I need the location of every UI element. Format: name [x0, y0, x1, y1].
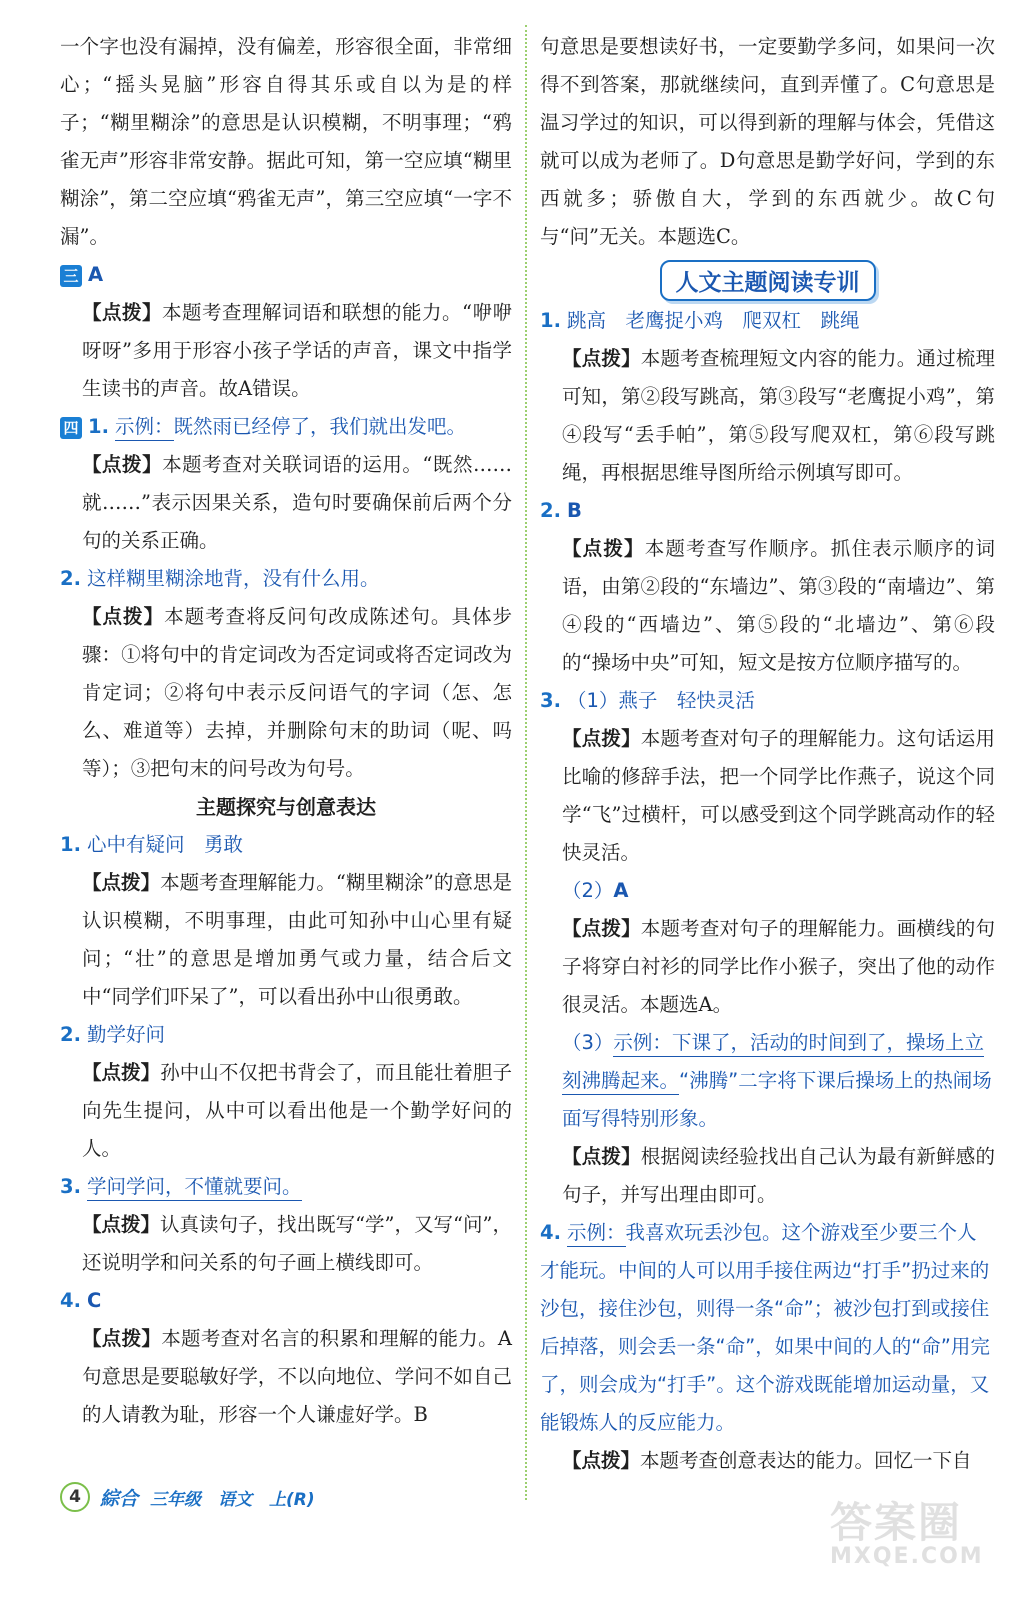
section-3-badge: 三 [60, 265, 82, 287]
tip-text: 根据阅读经验找出自己认为最有新鲜感的句子，并写出理由即可。 [562, 1145, 995, 1206]
tip-text: 本题考查对句子的理解能力。画横线的句子将穿白衬衫的同学比作小猴子，突出了他的动作很灵活。本题选A。 [562, 917, 995, 1016]
reading-section-title: 人文主题阅读专训 [660, 260, 876, 301]
tip-text: 孙中山不仅把书背会了，而且能壮着胆子向先生提问，从中可以看出他是一个勤学好问的人。 [82, 1061, 512, 1160]
left-column [60, 28, 512, 1434]
answer-text: “沸腾”二字将下课后操场上的热闹场面写得特别形象。 [562, 1069, 992, 1130]
question-number: 1. [540, 309, 561, 332]
tip-label: 【点拨】 [82, 453, 163, 476]
reading-q3-3-answer [540, 1024, 995, 1138]
tip-label: 【点拨】 [562, 727, 641, 750]
question-number: 2. [60, 1023, 81, 1046]
section-4-q1-tip [60, 446, 512, 560]
question-number: 4. [540, 1221, 561, 1244]
right-intro-paragraph: 句意思是要想读好书，一定要勤学多问，如果问一次得不到答案，那就继续问，直到弄懂了。C句意思是温习学过的知识，可以得到新的理解与体会，凭借这就可以成为老师了。D句意思是勤学好问，学到的东西就多；骄傲自大，学到的东西就少。故C句与“问”无关。本题选C。 [540, 35, 995, 248]
section-3-tip [60, 294, 512, 408]
tip-label: 【点拨】 [82, 1213, 161, 1236]
tip-label: 【点拨】 [562, 1145, 641, 1168]
tip-text: 本题考查将反问句改成陈述句。具体步骤：①将句中的肯定词改为否定词或将否定词改为肯定词；②将句中表示反问语气的字词（怎、怎么、难道等）去掉，并删除句末的助词（呢、吗等）；③把句末的问号改为句号。 [82, 605, 512, 780]
theme-q3-tip [60, 1206, 512, 1282]
brand-logo: 綜合 [100, 1487, 139, 1510]
sub-label: （2） [562, 879, 614, 902]
question-number: 3. [60, 1175, 81, 1198]
answer-text: B [566, 499, 582, 522]
answer-text: 学问学问，不懂就要问。 [87, 1175, 302, 1201]
question-number: 4. [60, 1289, 81, 1312]
theme-q1-answer [60, 826, 512, 864]
section-4-q2-tip [60, 598, 512, 788]
question-number: 1. [88, 415, 109, 438]
tip-text: 认真读句子，找出既写“学”，又写“问”，还说明学和问关系的句子画上横线即可。 [82, 1213, 512, 1274]
question-number: 3. [540, 689, 561, 712]
theme-q4-answer [60, 1282, 512, 1320]
reading-q2-answer [540, 492, 995, 530]
tip-text: 本题考查梳理短文内容的能力。通过梳理可知，第②段写跳高，第③段写“老鹰捉小鸡”，第④段写“丢手帕”，第⑤段写爬双杠，第⑥段写跳绳，再根据思维导图所给示例填写即可。 [562, 347, 995, 484]
column-divider [525, 25, 527, 1500]
theme-q1-tip [60, 864, 512, 1016]
tip-text: 本题考查对关联词语的运用。“既然……就……”表示因果关系，造句时要确保前后两个分句的关系正确。 [82, 453, 512, 552]
question-number: 2. [60, 567, 81, 590]
reading-q4-tip [540, 1442, 995, 1480]
page-footer [60, 1482, 315, 1512]
sub-label: （3） [562, 1031, 614, 1054]
example-label: 示例： [613, 1031, 672, 1057]
reading-q4-answer [540, 1214, 995, 1442]
example-label: 示例： [567, 1221, 626, 1247]
theme-q2-tip [60, 1054, 512, 1168]
underlined-sentence: 下课了，活动的时间到了，操场上立刻沸腾起来。 [562, 1031, 984, 1095]
tip-text: 本题考查对名言的积累和理解的能力。A句意思是要聪敏好学，不以向地位、学问不如自己的人请教为耻，形容一个人谦虚好学。B [82, 1327, 512, 1426]
tip-label: 【点拨】 [562, 1449, 641, 1472]
tip-label: 【点拨】 [562, 347, 641, 370]
tip-text: 本题考查理解词语和联想的能力。“咿咿呀呀”多用于形容小孩子学话的声音，课文中指学生读书的声音。故A错误。 [82, 301, 512, 400]
reading-q3-1-tip [540, 720, 995, 872]
section-4-q2-answer [60, 560, 512, 598]
tip-text: 本题考查理解能力。“糊里糊涂”的意思是认识模糊，不明事理，由此可知孙中山心里有疑问；“壮”的意思是增加勇气或力量，结合后文中“同学们吓呆了”，可以看出孙中山很勇敢。 [82, 871, 512, 1008]
theme-q4-tip [60, 1320, 512, 1434]
tip-label: 【点拨】 [82, 871, 161, 894]
tip-label: 【点拨】 [82, 301, 163, 324]
right-column [540, 28, 995, 1480]
answer-text: C [86, 1289, 102, 1312]
reading-section-header [540, 256, 995, 302]
answer-text: 这样糊里糊涂地背，没有什么用。 [86, 567, 380, 590]
reading-q3-2-answer [540, 872, 995, 910]
section-3-answer-text: A [88, 263, 104, 286]
left-intro-paragraph: 一个字也没有漏掉，没有偏差，形容很全面，非常细心；“摇头晃脑”形容自得其乐或自以为是的样子；“糊里糊涂”的意思是认识模糊，不明事理；“鸦雀无声”形容非常安静。据此可知，第一空应填“糊里糊涂”，第二空应填“鸦雀无声”，第三空应填“一字不漏”。 [60, 35, 512, 248]
reading-q1-answer [540, 302, 995, 340]
reading-q2-tip [540, 530, 995, 682]
answer-text: 心中有疑问 勇敢 [86, 833, 243, 856]
section-3-answer [60, 256, 512, 294]
answer-text: A [613, 879, 629, 902]
tip-text: 本题考查写作顺序。抓住表示顺序的词语，由第②段的“东墙边”、第③段的“南墙边”、第④段的“西墙边”、第⑤段的“北墙边”、第⑥段的“操场中央”可知，短文是按方位顺序描写的。 [562, 537, 995, 674]
tip-text: 本题考查对句子的理解能力。这句话运用比喻的修辞手法，把一个同学比作燕子，说这个同学“飞”过横杆，可以感受到这个同学跳高动作的轻快灵活。 [562, 727, 995, 864]
answer-text: 勤学好问 [86, 1023, 165, 1046]
tip-text: 本题考查创意表达的能力。回忆一下自 [640, 1449, 972, 1472]
tip-label: 【点拨】 [82, 1061, 161, 1084]
answer-text: 我喜欢玩丢沙包。这个游戏至少要三个人才能玩。中间的人可以用手接住两边“打手”扔过来的沙包，接住沙包，则得一条“命”；被沙包打到或接住后掉落，则会丢一条“命”，如果中间的人的“命”用完了，则会成为“打手”。这个游戏既能增加运动量，又能锻炼人的反应能力。 [540, 1221, 990, 1434]
section-4-q1-answer [60, 408, 512, 446]
reading-q1-tip [540, 340, 995, 492]
question-number: 1. [60, 833, 81, 856]
theme-section-title: 主题探究与创意表达 [196, 795, 376, 819]
answer-text: 跳高 老鹰捉小鸡 爬双杠 跳绳 [566, 309, 860, 332]
tip-label: 【点拨】 [562, 537, 645, 560]
reading-q3-3-tip [540, 1138, 995, 1214]
answer-text: 燕子 轻快灵活 [618, 689, 755, 712]
sub-label: （1） [566, 689, 619, 712]
watermark [830, 1490, 1020, 1598]
reading-q3-2-tip [540, 910, 995, 1024]
watermark-url: MXQE.COM [830, 1544, 984, 1569]
answer-text: 既然雨已经停了，我们就出发吧。 [173, 415, 467, 438]
tip-label: 【点拨】 [82, 605, 165, 628]
book-grade-label: 三年级 语文 上(R) [150, 1489, 315, 1510]
question-number: 2. [540, 499, 561, 522]
theme-q3-answer [60, 1168, 512, 1206]
theme-q2-answer [60, 1016, 512, 1054]
watermark-logo: 答案圈 [830, 1498, 963, 1547]
page-number: 4 [60, 1482, 90, 1512]
section-4-badge: 四 [60, 417, 82, 439]
tip-label: 【点拨】 [82, 1327, 162, 1350]
reading-q3-1-answer [540, 682, 995, 720]
example-label: 示例： [115, 415, 174, 441]
tip-label: 【点拨】 [562, 917, 641, 940]
